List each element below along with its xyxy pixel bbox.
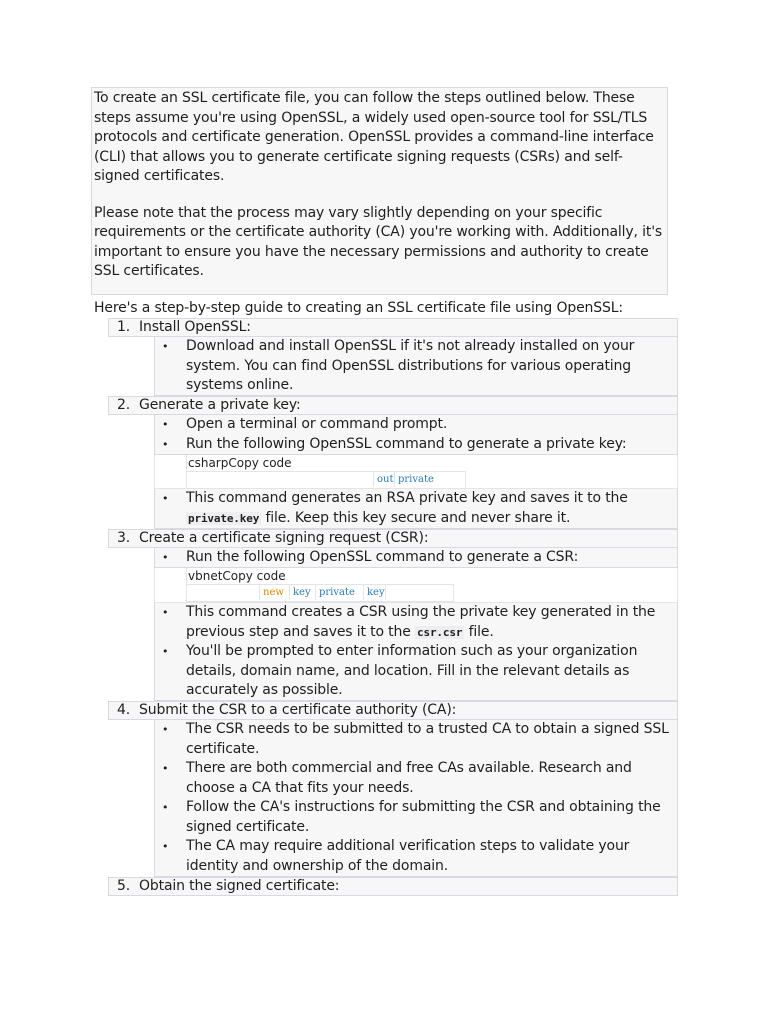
list-item: • The CSR needs to be submitted to a trusted CA to obtain a signed SSL certificate.	[155, 720, 677, 759]
step-number: 2.	[117, 396, 131, 413]
step-2-after	[154, 489, 678, 529]
list-item: • Run the following OpenSSL command to generate a CSR:	[155, 548, 677, 568]
inline-code: csr.csr	[417, 625, 463, 639]
step-number: 5.	[117, 877, 131, 894]
step-1-details	[154, 337, 678, 396]
text: file. Keep this key secure and never share it.	[261, 509, 571, 526]
intro-panel	[91, 87, 668, 316]
intro-paragraph-1: To create an SSL certificate file, you can follow the steps outlined below. These steps assume you're using OpenSSL, a widely used open-source tool for SSL/TLS protocols and certificate generation. OpenSSL provides a command-line interface (CLI) that allows you to generate certificate signing requests (CSRs) and self-signed certificates.	[94, 90, 654, 184]
list-item: • You'll be prompted to enter information such as your organization details, domain name, and location. Fill in the relevant details as accurately as possible.	[155, 642, 677, 701]
step-title: Create a certificate signing request (CSR):	[139, 529, 429, 546]
step-title: Obtain the signed certificate:	[139, 877, 340, 894]
step-2-details	[154, 415, 678, 455]
text: This command creates a CSR using the private key generated in the previous step and saves it to the	[186, 604, 656, 640]
code-line	[186, 584, 454, 602]
step-4-details	[154, 720, 678, 877]
step-title: Install OpenSSL:	[139, 318, 251, 335]
code-token: private	[394, 472, 437, 487]
step-2	[108, 396, 678, 415]
list-item: • Run the following OpenSSL command to generate a private key:	[155, 435, 677, 455]
code-language-label: vbnetCopy code	[186, 568, 308, 584]
intro-paragraph-2: Please note that the process may vary slightly depending on your specific requirements or the certificate authority (CA) you're working with. Additionally, it's important to ensure you have the necessary permissions and authority to create SSL certificates.	[94, 204, 663, 279]
code-token: key	[289, 585, 314, 600]
step-title: Generate a private key:	[139, 396, 301, 413]
step-number: 3.	[117, 529, 131, 546]
text: This command generates an RSA private key and saves it to the	[186, 490, 628, 506]
list-item	[155, 489, 677, 528]
list-item: • Open a terminal or command prompt.	[155, 415, 677, 435]
code-token: private	[315, 585, 358, 600]
step-1	[108, 318, 678, 337]
inline-code: private.key	[188, 511, 260, 525]
list-item: • Follow the CA's instructions for submitting the CSR and obtaining the signed certificate.	[155, 798, 677, 837]
code-line	[186, 471, 466, 489]
steps-list	[108, 318, 678, 896]
list-item: • The CA may require additional verification steps to validate your identity and ownership of the domain.	[155, 837, 677, 876]
step-number: 4.	[117, 701, 131, 718]
intro-paragraph-3: Here's a step-by-step guide to creating an SSL certificate file using OpenSSL:	[94, 299, 623, 316]
text: file.	[464, 623, 494, 640]
code-block-csr	[154, 568, 678, 603]
step-3-details	[154, 548, 678, 568]
step-3-after	[154, 603, 678, 701]
code-token: out	[373, 472, 396, 487]
list-item	[155, 603, 677, 642]
list-item: • Download and install OpenSSL if it's not already installed on your system. You can find OpenSSL distributions for various operating systems online.	[155, 337, 677, 396]
code-token-empty	[385, 585, 480, 600]
step-5	[108, 877, 678, 896]
code-language-label: csharpCopy code	[186, 455, 308, 471]
step-title: Submit the CSR to a certificate authority (CA):	[139, 701, 457, 718]
list-item: • There are both commercial and free CAs available. Research and choose a CA that fits your needs.	[155, 759, 677, 798]
step-3	[108, 529, 678, 548]
step-number: 1.	[117, 318, 131, 335]
code-token: key	[363, 585, 388, 600]
code-token: new	[259, 585, 287, 600]
step-4	[108, 701, 678, 720]
code-block-private-key	[154, 455, 678, 489]
